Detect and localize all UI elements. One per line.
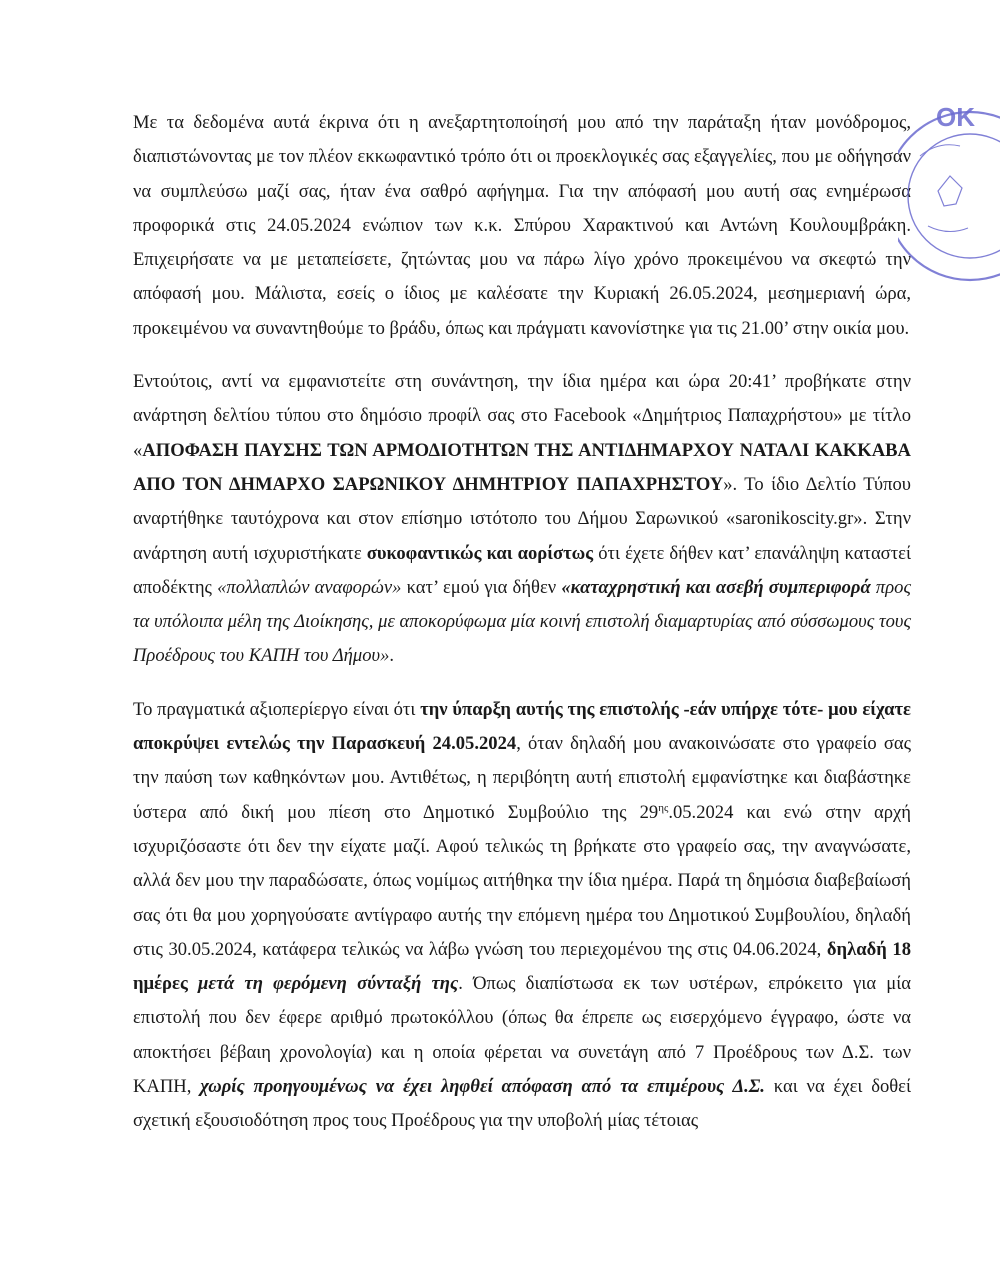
paragraph-2-text-c: ότι έχετε δήθεν κατ’ επανάληψη καταστεί αποδέκτης — [133, 542, 911, 598]
paragraph-3-text-a: Το πραγματικά αξιοπερίεργο είναι ότι — [133, 698, 421, 720]
paragraph-3-text-e: και να έχει δοθεί σχετική εξουσιοδότηση προς τους Προέδρους για την υποβολή μίας τέτοιας — [133, 1076, 911, 1132]
ordinal-suffix: ης — [658, 801, 669, 814]
emphasis-after-drafting: μετά τη φερόμενη σύνταξή της — [198, 973, 459, 995]
stamp-outer-ring — [898, 112, 1000, 280]
paragraph-3-text-b: , όταν δηλαδή μου ανακοινώσατε στο γραφείο σας την παύση των καθηκόντων μου. Αντιθέτως, η περιβόητη αυτή επιστολή εμφανίστηκε και διαβάστηκε ύστερα από δική μου πίεση στο Δημοτικό Συμβούλιο της 29 — [133, 733, 911, 823]
stamp-emblem — [938, 176, 962, 206]
emphasis-letter-concealed: την ύπαρξη αυτής της επιστολής -εάν υπήρχε τότε- μου είχατε αποκρύψει εντελώς την Παρασκευή 24.05.2024 — [133, 698, 911, 755]
emphasis-no-decision: χωρίς προηγουμένως να έχει ληφθεί απόφαση από τα επιμέρους Δ.Σ. — [200, 1076, 765, 1098]
emphasis-slanderously: συκοφαντικώς και αορίστως — [366, 542, 594, 564]
paragraph-2-text-a: Εντούτοις, αντί να εμφανιστείτε στη συνάντηση, την ίδια ημέρα και ώρα 20:41’ προβήκατε στην ανάρτηση δελτίου τύπου στο δημόσιο προφίλ σας στο Facebook «Δημήτριος Παπαχρήστου» με τίτλο « — [133, 371, 911, 461]
stamp-letters: ΟΚ — [936, 102, 975, 132]
paragraph-1-text: Με τα δεδομένα αυτά έκρινα ότι η ανεξαρτητοποίησή μου από την παράταξη ήταν μονόδρομος, διαπιστώνοντας με τον πλέον εκκωφαντικό τρόπο ότι οι προεκλογικές σας εξαγγελίες, που με οδήγησαν να συμπλεύσω μαζί σας, ήταν ένα σαθρό αφήγημα. Για την απόφασή μου αυτή σας ενημέρωσα προφορικά στις 24.05.2024 ενώπιον των κ.κ. Σπύρου Χαρακτινού και Αντώνη Κουλουμβράκη. Επιχειρήσατε να με μεταπείσετε, ζητώντας μου να πάρω λίγο χρόνο προκειμένου να σκεφτώ την απόφασή μου. Μάλιστα, εσείς ο ίδιος με καλέσατε την Κυριακή 26.05.2024, μεσημεριανή ώρα, προκειμένου να συναντηθούμε το βράδυ, όπως και πράγματι κανονίστηκε για τις 21.00’ στην οικία μου. — [133, 112, 911, 339]
emphasis-18-days: δηλαδή 18 ημέρες — [133, 938, 911, 995]
quote-abusive-behavior: «καταχρηστική και ασεβή συμπεριφορά — [561, 576, 871, 598]
paragraph-3-space — [188, 973, 198, 994]
press-release-title: ΑΠΟΦΑΣΗ ΠΑΥΣΗΣ ΤΩΝ ΑΡΜΟΔΙΟΤΗΤΩΝ ΤΗΣ ΑΝΤΙΔΗΜΑΡΧΟΥ ΝΑΤΑΛΙ ΚΑΚΚΑΒΑ ΑΠΟ ΤΟΝ ΔΗΜΑΡΧΟ ΣΑΡΩΝΙΚΟΥ ΔΗΜΗΤΡΙΟΥ ΠΑΠΑΧΡΗΣΤΟΥ — [133, 439, 911, 495]
paragraph-3-text-d: . Όπως διαπίστωσα εκ των υστέρων, επρόκειτο για μία επιστολή που δεν έφερε αριθμό πρωτοκόλλου (όπως θα έπρεπε ως εισερχόμενο έγγραφο, ώστε να αποκτήσει βέβαιη χρονολογία) και η οποία φέρεται να συνετάγη από 7 Προέδρους των Δ.Σ. των ΚΑΠΗ, — [133, 973, 911, 1098]
paragraph-2-text-e: . — [389, 645, 395, 667]
paragraph-3-text-c: .05.2024 και ενώ στην αρχή ισχυριζόσαστε ότι δεν την είχατε μαζί. Αφού τελικώς τη βρήκατε στο γραφείο σας, την αναγνώσατε, αλλά δεν μου την παραδώσατε, όπως νομίμως αιτήθηκα την ίδια ημέρα. Παρά τη δημόσια διαβεβαίωσή σας ότι θα μου χορηγούσατε αντίγραφο αυτής την επόμενη ημέρα του Δημοτικού Συμβουλίου, δηλαδή στις 30.05.2024, κατάφερα τελικώς να λάβω γνώση του περιεχομένου της στις 04.06.2024, — [133, 801, 912, 960]
paragraph-3 — [133, 693, 911, 1139]
stamp-text-arc-top — [920, 145, 960, 156]
paragraph-2-text-d: κατ’ εμού για δήθεν — [401, 576, 562, 598]
official-stamp-seal — [898, 96, 1000, 296]
stamp-inner-ring — [908, 134, 1000, 258]
quote-multiple-reports: «πολλαπλών αναφορών» — [217, 576, 402, 598]
letter-body — [133, 106, 911, 1139]
paragraph-2-text-b: ». Το ίδιο Δελτίο Τύπου αναρτήθηκε ταυτόχρονα και στον επίσημο ιστότοπο του Δήμου Σαρωνικού «saronikoscity.gr». Στην ανάρτηση αυτή ισχυριστήκατε — [133, 473, 911, 564]
paragraph-1 — [133, 106, 911, 346]
stamp-text-arc — [928, 226, 968, 232]
quote-protest-letter: προς τα υπόλοιπα μέλη της Διοίκησης, με αποκορύφωμα μία κοινή επιστολή διαμαρτυρίας από σύσσωμους τους Προέδρους του ΚΑΠΗ του Δήμου» — [133, 576, 912, 667]
paragraph-2 — [133, 365, 911, 674]
